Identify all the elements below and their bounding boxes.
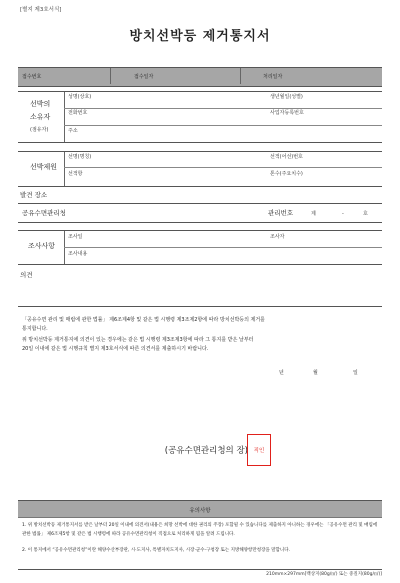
investigator-label: 조사자 xyxy=(270,234,285,240)
survey-label: 조사사항 xyxy=(28,242,56,250)
divider xyxy=(110,68,111,84)
guide-header xyxy=(18,501,382,518)
guide-title: 유의사항 xyxy=(189,508,211,514)
notice-line-1: 「공유수면 관리 및 매립에 관한 법률」 제6조제4항 및 같은 법 시행령 제3조제2항에 따라 방치선박등의 제거를 xyxy=(22,317,266,323)
discovery-place-label: 발견 장소 xyxy=(20,191,48,199)
opinion-label: 의견 xyxy=(20,271,33,279)
year-label: 년 xyxy=(279,370,284,376)
divider xyxy=(18,186,382,187)
survey-date-label: 조사일 xyxy=(68,234,83,240)
vessel-label: 선박제원 xyxy=(30,163,58,171)
vessel-name-label: 선명(명칭) xyxy=(68,154,92,160)
owner-label-1: 선박의 xyxy=(30,100,51,108)
form-number: [별지 제3호서식] xyxy=(20,7,62,13)
vessel-port-label: 선적항 xyxy=(68,171,83,177)
divider xyxy=(18,142,382,143)
divider xyxy=(18,91,382,92)
notice-line-3: 위 방치선박등 제거통지에 의견이 있는 경우에는 같은 법 시행령 제3조제3항에 따라 그 통지를 받은 날부터 xyxy=(22,337,254,343)
divider xyxy=(18,203,382,204)
divider xyxy=(64,108,382,109)
vessel-tonnage-label: 톤수(주요치수) xyxy=(270,171,303,177)
authority-label: 공유수면관리청 xyxy=(22,209,66,217)
owner-name-label: 성명(상호) xyxy=(68,94,92,100)
issuer-label: (공유수면관리청의 장) xyxy=(164,446,248,456)
guide-item-1: 1. 위 방치선박등 제거통지서를 받은 날부터 20일 이내에 의견서(내용은 희망 선박에 대한 권리의 주장) 포함될 수 있습니다를 제출하지 아니하는 경우에는 「공유수면 관리 및 매립에 관한 법률」 제6조제5항 및 같은 법 시행령에 따라 공유수면관리청이 직접으로 처리하게 됨을 알려 드립니다. xyxy=(22,523,378,537)
owner-label-2: 소유자 xyxy=(30,113,51,121)
paper-size: 210mm×297mm[백상지(80g/㎡) 또는 중질지(80g/㎡)] xyxy=(266,572,382,577)
guide-item-2: 2. 이 통지에서 “공유수면관리청”이란 해양수산부장관, 시·도지사, 특별자치도지사, 시장·군수·구청장 또는 지방해양항만청장을 말합니다. xyxy=(22,548,291,553)
divider xyxy=(64,92,65,142)
processing-date-label: 처리일자 xyxy=(263,74,283,80)
owner-label-3: (점유자) xyxy=(30,127,49,133)
divider xyxy=(240,68,241,84)
divider xyxy=(64,247,382,248)
official-seal-label: 직인 xyxy=(253,448,265,454)
survey-content-label: 조사내용 xyxy=(68,251,88,257)
divider xyxy=(64,152,65,186)
month-label: 월 xyxy=(313,370,318,376)
notice-line-4: 20일 이내에 같은 법 시행규칙 별지 제3호서식에 따른 의견서를 제출하시기 바랍니다. xyxy=(22,346,209,352)
management-no-label: 관리번호 xyxy=(268,209,294,217)
divider xyxy=(18,306,382,307)
owner-birth-label: 생년월일(성별) xyxy=(270,94,303,100)
receipt-date-label: 접수일자 xyxy=(134,74,154,80)
divider xyxy=(18,230,382,231)
divider xyxy=(18,222,382,223)
divider xyxy=(64,167,382,168)
official-seal-box xyxy=(247,434,271,466)
guide-section xyxy=(18,500,382,570)
divider xyxy=(18,151,382,152)
management-no-prefix: 제 xyxy=(311,211,316,217)
divider xyxy=(18,264,382,265)
receipt-header xyxy=(18,67,382,87)
notice-line-2: 통지합니다. xyxy=(22,326,48,332)
day-label: 일 xyxy=(353,370,358,376)
vessel-id-label: 선적(어선)번호 xyxy=(270,154,303,160)
divider xyxy=(64,125,382,126)
owner-phone-label: 전화번호 xyxy=(68,110,88,116)
owner-address-label: 주소 xyxy=(68,128,78,134)
owner-biz-label: 사업자등록번호 xyxy=(270,110,304,116)
date-line xyxy=(0,369,400,377)
receipt-no-label: 접수번호 xyxy=(22,74,42,80)
page-title: 방치선박등 제거통지서 xyxy=(129,29,271,44)
management-no-dash: - xyxy=(342,211,344,217)
management-no-suffix: 호 xyxy=(363,211,368,217)
